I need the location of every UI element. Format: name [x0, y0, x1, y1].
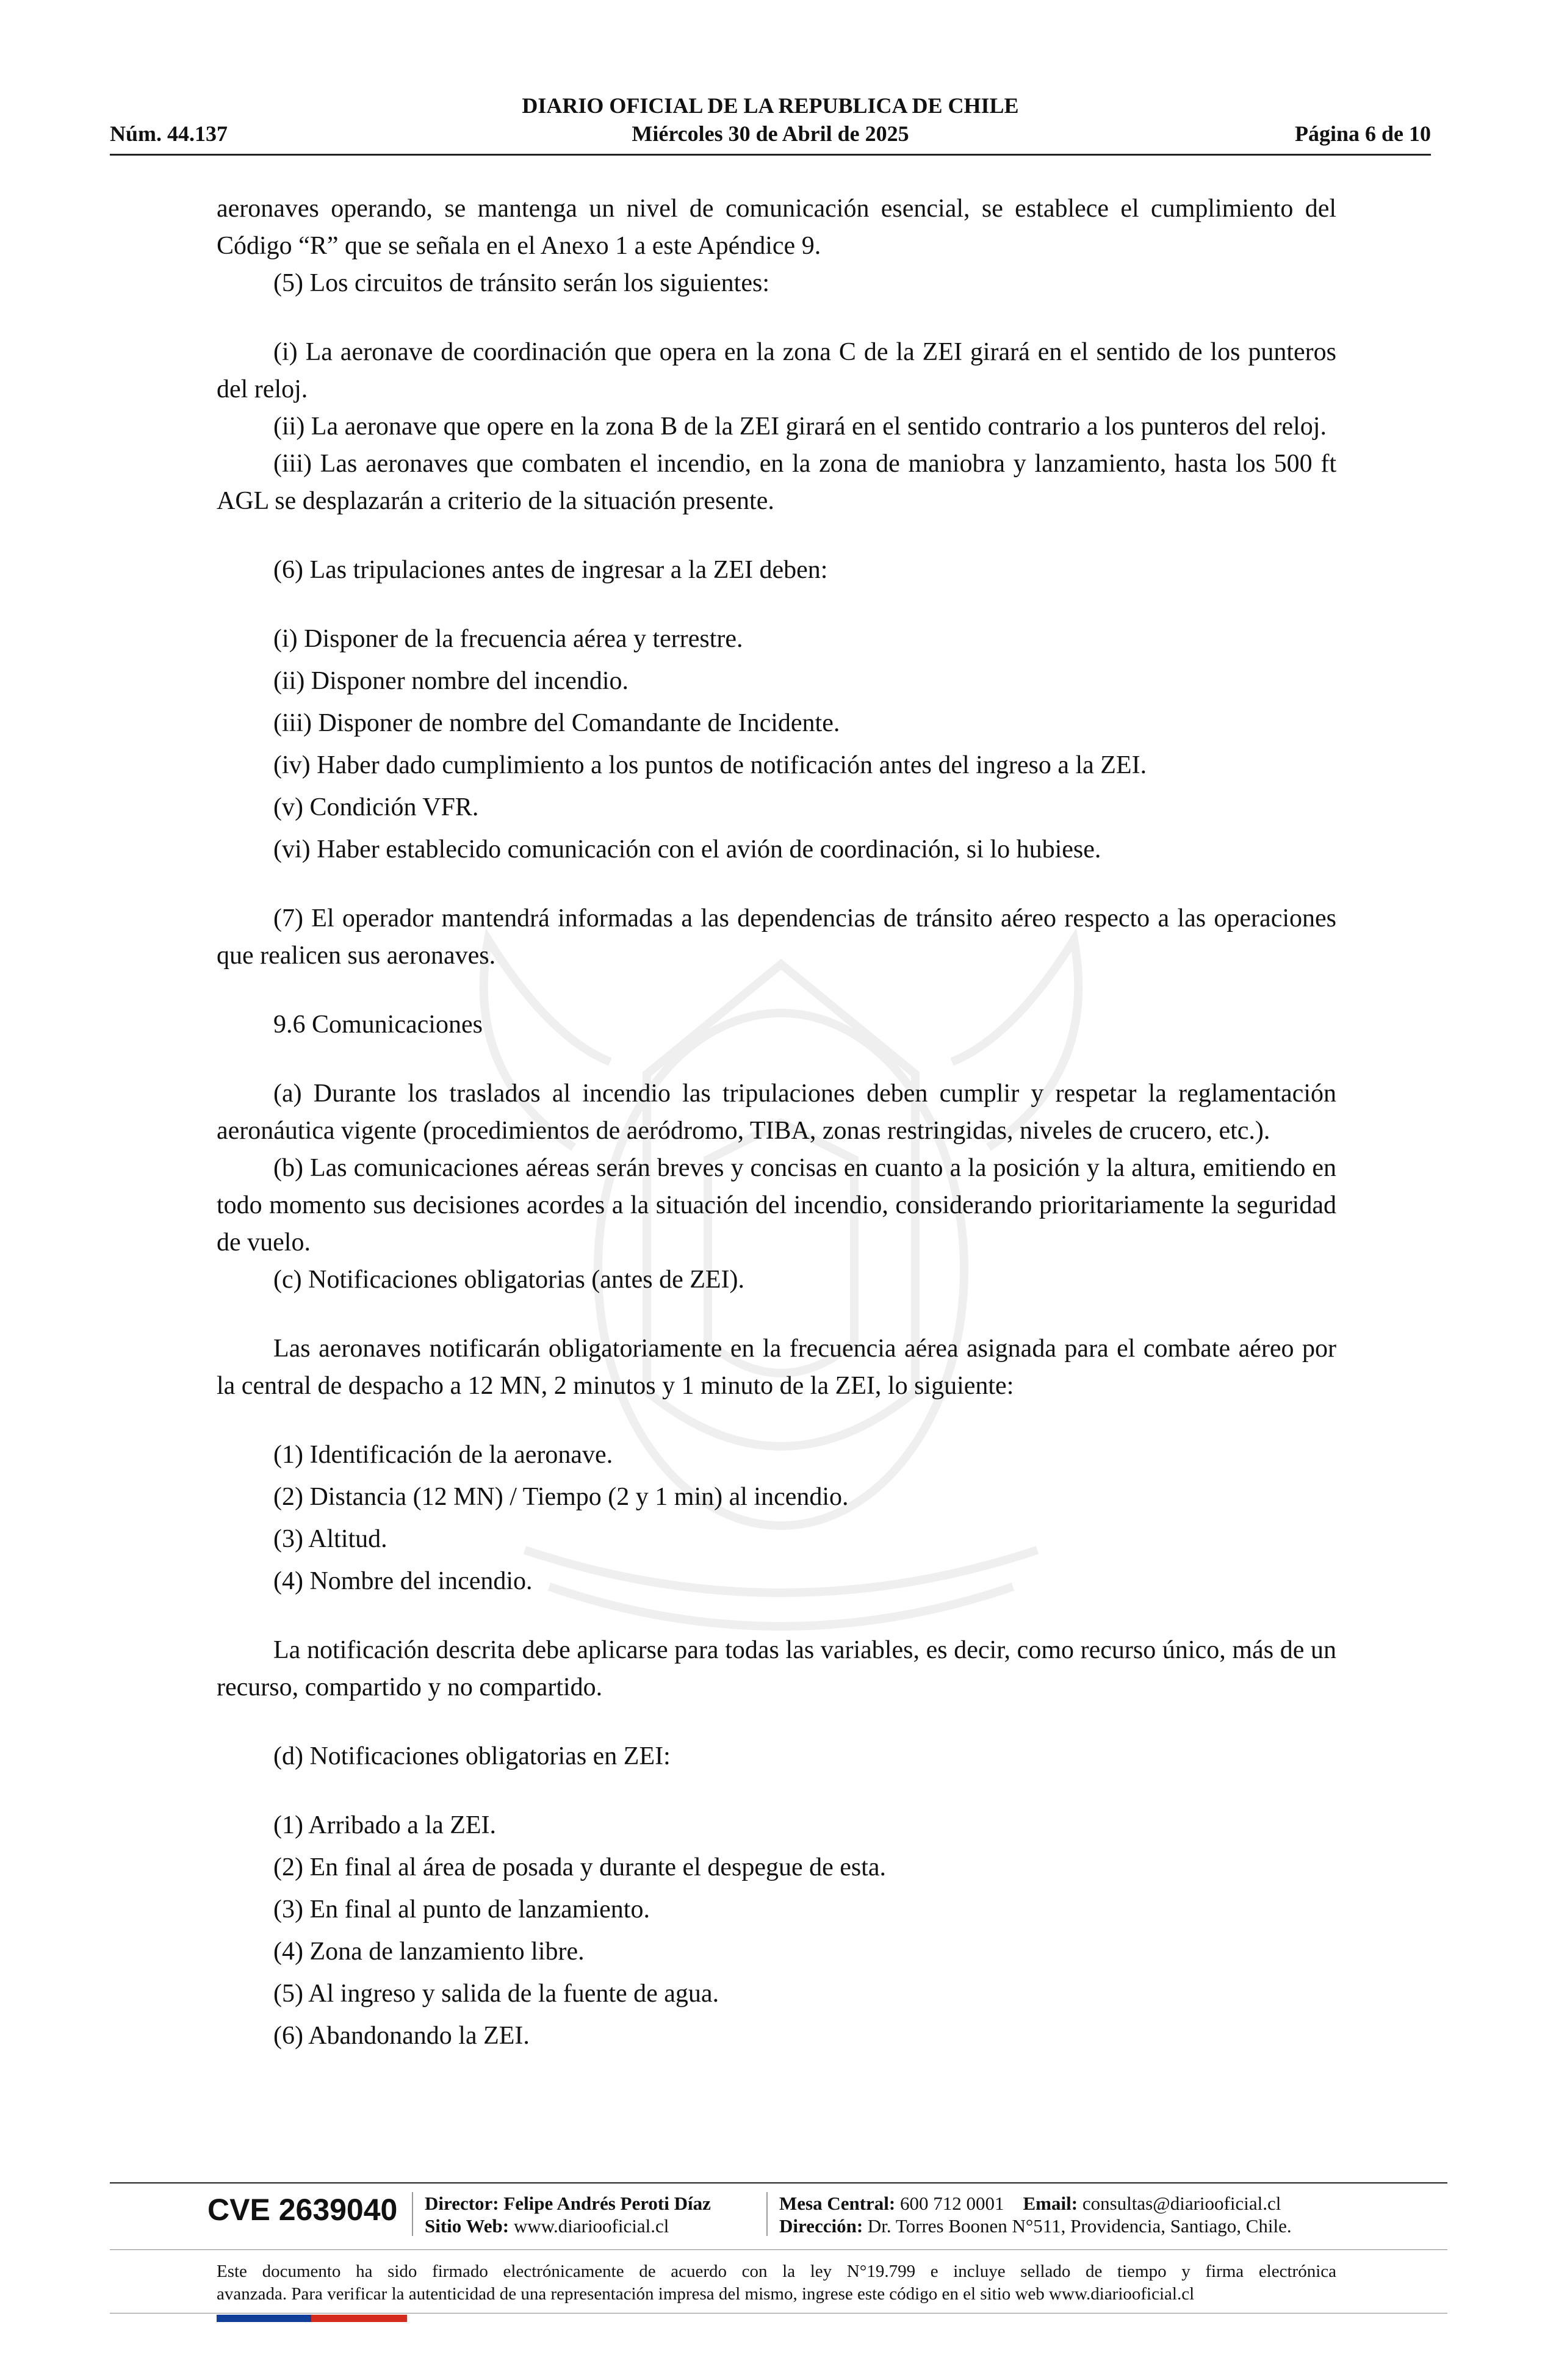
- header-divider: [110, 154, 1431, 156]
- page-number: Página 6 de 10: [1294, 121, 1431, 146]
- gazette-title: DIARIO OFICIAL DE LA REPUBLICA DE CHILE: [522, 93, 1019, 118]
- director-label: Director:: [425, 2193, 499, 2214]
- list-item: (4) Nombre del incendio.: [273, 1567, 533, 1595]
- list-item: (1) Arribado a la ZEI.: [273, 1811, 497, 1839]
- list-item: (iii) Disponer de nombre del Comandante de Incidente.: [273, 709, 840, 737]
- website-label: Sitio Web:: [425, 2215, 510, 2237]
- section-heading: 9.6 Comunicaciones: [273, 1011, 483, 1039]
- address-text: Dr. Torres Boonen N°511, Providencia, Santiago, Chile.: [867, 2215, 1292, 2237]
- list-item: (i) Disponer de la frecuencia aérea y terrestre.: [273, 625, 743, 653]
- footer-top-rule: [110, 2182, 1447, 2183]
- paragraph: Las aeronaves notificarán obligatoriamente en la frecuencia aérea asignada para el combate aéreo por la central de despacho a 12 MN, 2 minutos y 1 minuto de la ZEI, lo siguiente:: [217, 1335, 1336, 1400]
- paragraph: (a) Durante los traslados al incendio las tripulaciones deben cumplir y respetar la reglamentación aeronáutica vigente (procedimientos de aeródromo, TIBA, zonas restringidas, niveles de crucero, etc.).: [217, 1080, 1336, 1145]
- list-item: (ii) Disponer nombre del incendio.: [273, 667, 629, 695]
- flag-stripe-blue: [217, 2315, 311, 2322]
- document-body: [217, 190, 1336, 2055]
- paragraph: (ii) La aeronave que opere en la zona B de la ZEI girará en el sentido contrario a los punteros del reloj.: [273, 413, 1327, 441]
- director-name: Felipe Andrés Peroti Díaz: [503, 2193, 711, 2214]
- list-item: (2) En final al área de posada y durante el despegue de esta.: [273, 1853, 887, 1881]
- footer-separator: [766, 2192, 768, 2236]
- footer-separator: [412, 2192, 413, 2236]
- paragraph: La notificación descrita debe aplicarse para todas las variables, es decir, como recurso único, más de un recurso, compartido y no compartido.: [217, 1636, 1336, 1701]
- paragraph: (7) El operador mantendrá informadas a las dependencias de tránsito aéreo respecto a las operaciones que realicen sus aeronaves.: [217, 904, 1336, 970]
- email-label: Email:: [1023, 2193, 1078, 2214]
- phone-label: Mesa Central:: [779, 2193, 896, 2214]
- list-item: (5) Al ingreso y salida de la fuente de agua.: [273, 1980, 719, 2008]
- address-label: Dirección:: [779, 2215, 863, 2237]
- paragraph: aeronaves operando, se mantenga un nivel de comunicación esencial, se establece el cumplimiento del Código “R” que se señala en el Anexo 1 a este Apéndice 9.: [217, 195, 1336, 260]
- list-item: (v) Condición VFR.: [273, 793, 479, 821]
- issue-date: Miércoles 30 de Abril de 2025: [632, 121, 909, 146]
- paragraph: (6) Las tripulaciones antes de ingresar a la ZEI deben:: [273, 556, 828, 584]
- list-item: (3) Altitud.: [273, 1525, 387, 1553]
- list-item: (6) Abandonando la ZEI.: [273, 2022, 530, 2050]
- flag-stripe-red: [311, 2315, 407, 2322]
- page-header: [110, 93, 1431, 157]
- paragraph: (d) Notificaciones obligatorias en ZEI:: [273, 1742, 671, 1770]
- footer-contact-block: [779, 2192, 1292, 2237]
- verification-note: [217, 2260, 1336, 2306]
- paragraph: (i) La aeronave de coordinación que opera en la zona C de la ZEI girará en el sentido de los punteros del reloj.: [217, 338, 1336, 403]
- paragraph: (b) Las comunicaciones aéreas serán breves y concisas en cuanto a la posición y la altura, emitiendo en todo momento sus decisiones acordes a la situación del incendio, considerando prioritariamente la seguridad de vuelo.: [217, 1154, 1336, 1257]
- list-item: (1) Identificación de la aeronave.: [273, 1441, 613, 1469]
- paragraph: (c) Notificaciones obligatorias (antes de ZEI).: [273, 1266, 745, 1294]
- paragraph: (iii) Las aeronaves que combaten el incendio, en la zona de maniobra y lanzamiento, hasta los 500 ft AGL se desplazarán a criterio de la situación presente.: [217, 450, 1336, 515]
- verification-line: Este documento ha sido firmado electrónicamente de acuerdo con la ley N°19.799 e incluye sellado de tiempo y firma electrónica: [217, 2262, 1336, 2281]
- footer-mid-rule: [110, 2249, 1447, 2250]
- list-item: (iv) Haber dado cumplimiento a los puntos de notificación antes del ingreso a la ZEI.: [273, 751, 1147, 779]
- list-item: (4) Zona de lanzamiento libre.: [273, 1938, 585, 1966]
- paragraph: (5) Los circuitos de tránsito serán los siguientes:: [273, 269, 769, 297]
- website-link[interactable]: www.diariooficial.cl: [513, 2215, 669, 2237]
- phone-number: 600 712 0001: [900, 2193, 1004, 2214]
- cve-code: CVE 2639040: [207, 2193, 398, 2227]
- list-item: (vi) Haber establecido comunicación con el avión de coordinación, si lo hubiese.: [273, 835, 1101, 864]
- list-item: (3) En final al punto de lanzamiento.: [273, 1895, 650, 1924]
- list-item: (2) Distancia (12 MN) / Tiempo (2 y 1 min) al incendio.: [273, 1483, 849, 1511]
- footer-director-block: [425, 2192, 711, 2237]
- verification-line: avanzada. Para verificar la autenticidad de una representación impresa del mismo, ingrese este código en el sitio web www.diariooficial.cl: [217, 2284, 1195, 2304]
- issue-number: Núm. 44.137: [110, 121, 228, 146]
- email-link[interactable]: consultas@diariooficial.cl: [1082, 2193, 1281, 2214]
